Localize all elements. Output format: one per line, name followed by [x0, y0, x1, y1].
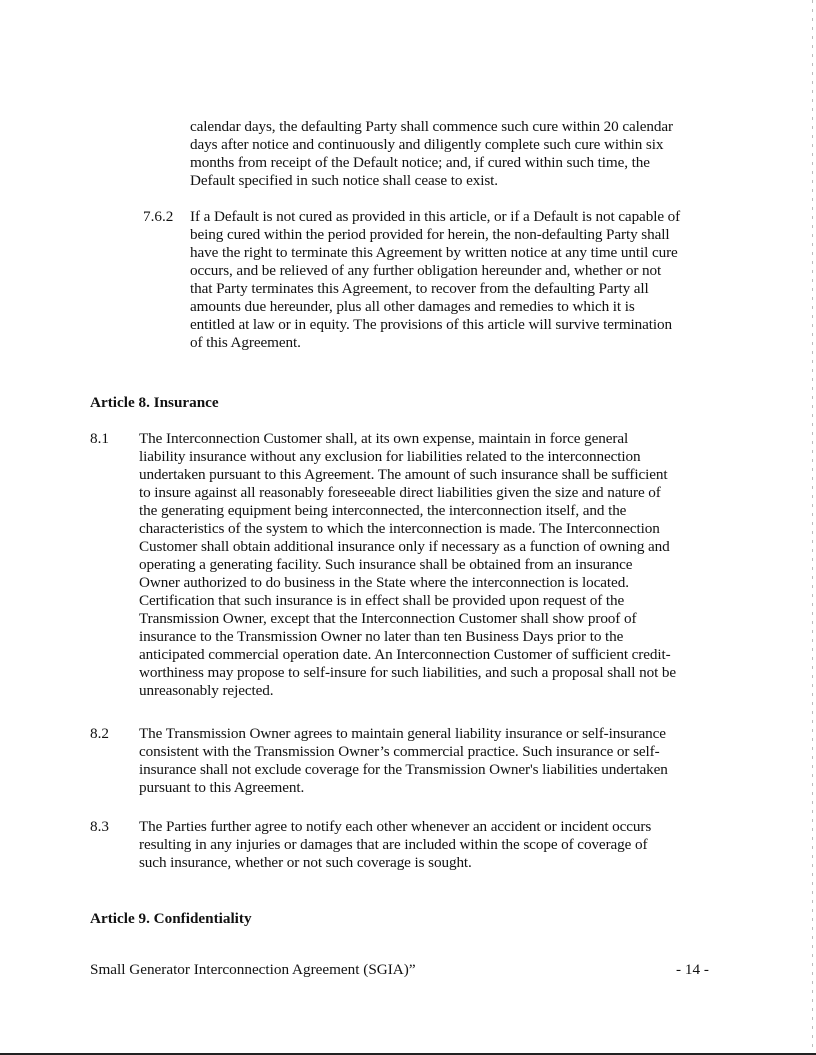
text-line: liability insurance without any exclusion for liabilities related to the interconnection [139, 448, 641, 465]
text-line: worthiness may propose to self-insure for such liabilities, and such a proposal shall not be [139, 664, 677, 681]
article-8-heading: Article 8. Insurance [90, 394, 219, 411]
text-line: months from receipt of the Default notice; and, if cured within such time, the [190, 154, 650, 171]
text-line: The Transmission Owner agrees to maintain general liability insurance or self-insurance [139, 725, 666, 742]
scan-edge-divider [812, 0, 813, 1053]
text-line: amounts due hereunder, plus all other damages and remedies to which it is [190, 298, 635, 315]
text-line: Default specified in such notice shall cease to exist. [190, 172, 498, 189]
text-line: insurance shall not exclude coverage for the Transmission Owner's liabilities undertaken [139, 761, 668, 778]
text-line: The Parties further agree to notify each other whenever an accident or incident occurs [139, 818, 652, 835]
text-line: the generating equipment being interconnected, the interconnection itself, and the [139, 502, 627, 519]
text-line: resulting in any injuries or damages that are included within the scope of coverage of [139, 836, 648, 853]
text-line: pursuant to this Agreement. [139, 779, 305, 796]
page-number: - 14 - [676, 961, 709, 978]
text-line: Customer shall obtain additional insurance only if necessary as a function of owning and [139, 538, 670, 555]
text-line: unreasonably rejected. [139, 682, 274, 699]
text-line: insurance to the Transmission Owner no later than ten Business Days prior to the [139, 628, 624, 645]
section-number: 7.6.2 [143, 208, 174, 225]
section-number: 8.3 [90, 818, 109, 835]
text-line: days after notice and continuously and diligently complete such cure within six [190, 136, 664, 153]
section-number: 8.1 [90, 430, 109, 447]
text-line: Certification that such insurance is in effect shall be provided upon request of the [139, 592, 625, 609]
text-line: The Interconnection Customer shall, at its own expense, maintain in force general [139, 430, 629, 447]
text-line: Transmission Owner, except that the Interconnection Customer shall show proof of [139, 610, 637, 627]
text-line: operating a generating facility. Such insurance shall be obtained from an insurance [139, 556, 633, 573]
text-line: that Party terminates this Agreement, to recover from the defaulting Party all [190, 280, 649, 297]
text-line: entitled at law or in equity. The provisions of this article will survive termination [190, 316, 673, 333]
text-line: to insure against all reasonably foreseeable direct liabilities given the size and nature of [139, 484, 661, 501]
footer-title: Small Generator Interconnection Agreement (SGIA)” [90, 961, 416, 978]
section-number: 8.2 [90, 725, 109, 742]
text-line: anticipated commercial operation date. An Interconnection Customer of sufficient credit- [139, 646, 671, 663]
text-line: have the right to terminate this Agreement by written notice at any time until cure [190, 244, 678, 261]
text-line: Owner authorized to do business in the State where the interconnection is located. [139, 574, 629, 591]
text-line: consistent with the Transmission Owner’s commercial practice. Such insurance or self- [139, 743, 660, 760]
text-line: characteristics of the system to which the interconnection is made. The Interconnection [139, 520, 660, 537]
text-line: calendar days, the defaulting Party shall commence such cure within 20 calendar [190, 118, 673, 135]
text-line: of this Agreement. [190, 334, 301, 351]
text-line: occurs, and be relieved of any further obligation hereunder and, whether or not [190, 262, 662, 279]
text-line: undertaken pursuant to this Agreement. The amount of such insurance shall be sufficient [139, 466, 668, 483]
text-line: such insurance, whether or not such coverage is sought. [139, 854, 472, 871]
text-line: being cured within the period provided for herein, the non-defaulting Party shall [190, 226, 670, 243]
article-9-heading: Article 9. Confidentiality [90, 910, 252, 927]
text-line: If a Default is not cured as provided in this article, or if a Default is not capable of [190, 208, 681, 225]
